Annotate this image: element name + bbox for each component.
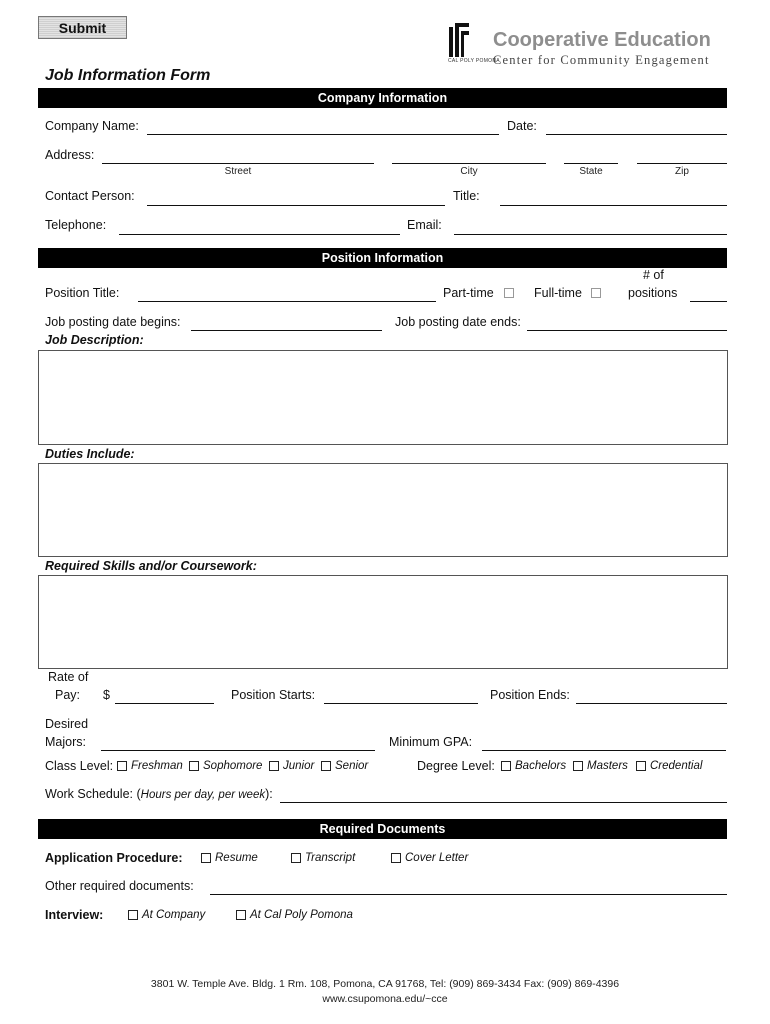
position-starts-field[interactable] (324, 689, 478, 704)
dollar-sign: $ (103, 688, 110, 702)
form-title: Job Information Form (45, 67, 211, 84)
company-name-field[interactable] (147, 120, 499, 135)
work-schedule-end: ): (265, 787, 273, 801)
credential-label: Credential (650, 760, 703, 772)
at-company-checkbox[interactable] (128, 910, 138, 920)
cover-letter-checkbox[interactable] (391, 853, 401, 863)
degree-level-label: Degree Level: (417, 759, 495, 773)
address-label: Address: (45, 148, 95, 162)
other-docs-label: Other required documents: (45, 879, 194, 893)
posting-ends-field[interactable] (527, 316, 727, 331)
position-ends-label: Position Ends: (490, 688, 570, 702)
majors-field[interactable] (101, 736, 375, 751)
contact-person-label: Contact Person: (45, 189, 135, 203)
at-cal-poly-checkbox[interactable] (236, 910, 246, 920)
footer-address: 3801 W. Temple Ave. Bldg. 1 Rm. 108, Pomona, CA 91768, Tel: (909) 869-3434 Fax: (909) 869-4396 (150, 978, 620, 990)
masters-label: Masters (587, 760, 628, 772)
credential-checkbox[interactable] (636, 761, 646, 771)
work-schedule-label (45, 787, 273, 801)
freshman-label: Freshman (131, 760, 183, 772)
num-of-label: # of (643, 268, 664, 282)
telephone-field[interactable] (119, 220, 400, 235)
position-title-field[interactable] (138, 287, 436, 302)
title-label: Title: (453, 189, 480, 203)
company-section-header: Company Information (38, 88, 727, 108)
class-level-label: Class Level: (45, 759, 114, 773)
num-positions-field[interactable] (690, 287, 727, 302)
posting-begins-field[interactable] (191, 316, 382, 331)
job-description-label: Job Description: (45, 333, 144, 347)
full-time-checkbox[interactable] (591, 288, 601, 298)
bachelors-label: Bachelors (515, 760, 567, 772)
application-procedure-label: Application Procedure: (45, 851, 183, 865)
position-section-header: Position Information (38, 248, 727, 268)
at-cal-poly-label: At Cal Poly Pomona (250, 909, 353, 921)
minimum-gpa-label: Minimum GPA: (389, 735, 473, 749)
junior-label: Junior (283, 760, 315, 772)
submit-button[interactable]: Submit (38, 16, 127, 39)
positions-label: positions (628, 286, 678, 300)
transcript-checkbox[interactable] (291, 853, 301, 863)
resume-checkbox[interactable] (201, 853, 211, 863)
sophomore-checkbox[interactable] (189, 761, 199, 771)
contact-person-field[interactable] (147, 191, 445, 206)
state-field[interactable] (564, 149, 618, 164)
work-schedule-field[interactable] (280, 788, 727, 803)
city-field[interactable] (392, 149, 546, 164)
part-time-label: Part-time (443, 286, 494, 300)
footer-url: www.csupomona.edu/~cce (322, 993, 448, 1005)
zip-caption: Zip (675, 166, 689, 177)
street-field[interactable] (102, 149, 374, 164)
posting-ends-label: Job posting date ends: (395, 315, 521, 329)
position-title-label: Position Title: (45, 286, 120, 300)
masters-checkbox[interactable] (573, 761, 583, 771)
resume-label: Resume (215, 852, 258, 864)
part-time-checkbox[interactable] (504, 288, 514, 298)
transcript-label: Transcript (305, 852, 356, 864)
title-field[interactable] (500, 191, 727, 206)
date-label: Date: (507, 119, 537, 133)
cal-poly-logo-icon (449, 23, 469, 57)
telephone-label: Telephone: (45, 218, 107, 232)
majors-label: Majors: (45, 735, 86, 749)
desired-label: Desired (45, 717, 89, 731)
work-schedule-text: Work Schedule: ( (45, 787, 141, 801)
full-time-label: Full-time (534, 286, 582, 300)
senior-label: Senior (335, 760, 369, 772)
rate-of-label: Rate of (48, 670, 89, 684)
work-schedule-hint: Hours per day, per week (140, 789, 266, 801)
position-ends-field[interactable] (576, 689, 727, 704)
duties-label: Duties Include: (45, 447, 135, 461)
duties-box[interactable] (38, 463, 728, 557)
other-docs-field[interactable] (210, 880, 727, 895)
required-skills-label: Required Skills and/or Coursework: (45, 559, 257, 573)
zip-field[interactable] (637, 149, 727, 164)
street-caption: Street (224, 166, 252, 177)
cover-letter-label: Cover Letter (405, 852, 469, 864)
required-skills-box[interactable] (38, 575, 728, 669)
interview-label: Interview: (45, 908, 104, 922)
position-starts-label: Position Starts: (231, 688, 316, 702)
job-description-box[interactable] (38, 350, 728, 445)
email-label: Email: (407, 218, 442, 232)
state-caption: State (579, 166, 603, 177)
posting-begins-label: Job posting date begins: (45, 315, 181, 329)
junior-checkbox[interactable] (269, 761, 279, 771)
pay-label: Pay: (55, 688, 81, 702)
email-field[interactable] (454, 220, 727, 235)
bachelors-checkbox[interactable] (501, 761, 511, 771)
date-field[interactable] (546, 120, 727, 135)
documents-section-header: Required Documents (38, 819, 727, 839)
freshman-checkbox[interactable] (117, 761, 127, 771)
city-caption: City (460, 166, 478, 177)
company-name-label: Company Name: (45, 119, 139, 133)
org-subtitle: Center for Community Engagement (493, 53, 710, 67)
minimum-gpa-field[interactable] (482, 736, 726, 751)
logo-small-text: CAL POLY POMONA (448, 58, 500, 64)
senior-checkbox[interactable] (321, 761, 331, 771)
sophomore-label: Sophomore (203, 760, 263, 772)
pay-field[interactable] (115, 689, 214, 704)
at-company-label: At Company (142, 909, 206, 921)
org-title: Cooperative Education (493, 29, 711, 51)
